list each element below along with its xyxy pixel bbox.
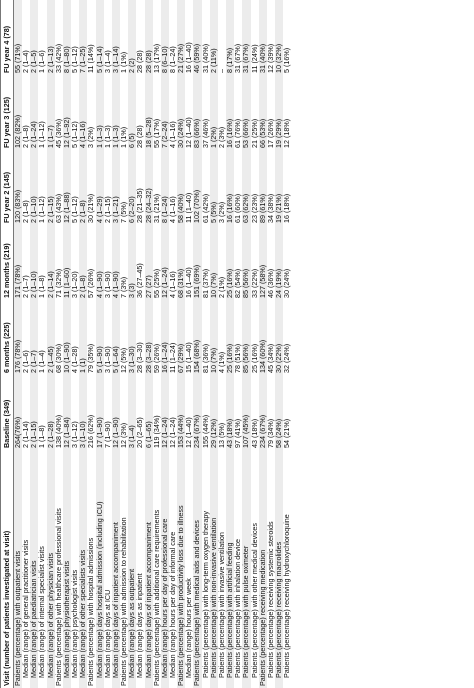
table-cell: 19 (29%) bbox=[275, 75, 283, 150]
table-cell: 23 (23%) bbox=[249, 193, 259, 223]
table-cell: 27 (27) bbox=[145, 225, 153, 300]
table-cell: 4 (1%) bbox=[216, 351, 226, 373]
table-cell: 66 (53%) bbox=[259, 75, 267, 150]
table-cell: 31 (21%) bbox=[151, 193, 161, 223]
table-cell: 10 (1–90) bbox=[63, 300, 71, 375]
row-label: Median (range) days of inpatient accompaniment bbox=[145, 450, 153, 688]
table-cell: 2 (1–4) bbox=[21, 50, 31, 73]
table-cell: 29 (12%) bbox=[210, 375, 218, 450]
table-cell: 2 (1–8) bbox=[79, 150, 87, 225]
table-cell: 216 (62%) bbox=[86, 414, 96, 448]
table-cell: 12 (1–40) bbox=[184, 117, 194, 148]
table-cell: 1 (1–4) bbox=[37, 350, 47, 373]
table-cell: 57 (26%) bbox=[86, 268, 96, 298]
table-cell: 58 (24%) bbox=[275, 375, 283, 450]
row-label: Median (range) psychologist visits bbox=[70, 569, 80, 678]
table-cell: 2 (1–13) bbox=[47, 0, 55, 75]
table-cell: 2 (1%) bbox=[216, 276, 226, 298]
table-cell: 30 (24%) bbox=[177, 75, 185, 150]
table-cell: 4 (1–28) bbox=[70, 346, 80, 373]
table-cell: 3 (1–4) bbox=[102, 50, 112, 73]
table-cell: 30 (21%) bbox=[86, 193, 96, 223]
table-cell: 82 (54%) bbox=[233, 268, 243, 298]
table-cell: 12 (1–92) bbox=[63, 75, 71, 150]
header-column-4: FU year 2 (145) bbox=[1, 150, 14, 225]
table-cell: 2 (1–10) bbox=[30, 225, 38, 300]
table-cell: 61 (76%) bbox=[233, 118, 243, 148]
table-cell: 11 (1–40) bbox=[184, 192, 194, 223]
table-cell: 55 (71%) bbox=[14, 0, 23, 75]
row-label: Patients (percentage) with non-invasive ventilation bbox=[210, 450, 218, 688]
table-cell: 2 (1–8) bbox=[79, 225, 87, 300]
row-label: Patients (percentage) with artificial feeding bbox=[226, 450, 234, 688]
table-cell: 67 (29%) bbox=[177, 300, 185, 375]
row-label: Patients (percentage) receiving systemic steroids bbox=[265, 521, 275, 678]
table-cell: 55 (25%) bbox=[151, 268, 161, 298]
row-label: Patients (percentage) with productivity loss due to illness bbox=[177, 450, 185, 688]
table-cell: 234 (67%) bbox=[193, 375, 201, 450]
table-cell: 12 (3%) bbox=[119, 422, 129, 448]
table-cell: 17 (26%) bbox=[265, 118, 275, 148]
table-cell: 2 (1–14) bbox=[21, 421, 31, 448]
header-column-1: Baseline (349) bbox=[1, 375, 14, 450]
table-cell: 81 (36%) bbox=[200, 343, 210, 373]
table-cell: 2 (1–24) bbox=[30, 75, 38, 150]
table-cell: 120 (83%) bbox=[14, 150, 23, 225]
table-cell: 1 (1–12) bbox=[37, 196, 47, 223]
table-cell: 102 (70%) bbox=[193, 150, 201, 225]
table-cell: 43 (18%) bbox=[249, 418, 259, 448]
table-cell: 28 (3–28) bbox=[145, 300, 153, 375]
table-cell: 63 (62%) bbox=[242, 150, 250, 225]
table-cell: 7 (3%) bbox=[119, 276, 129, 298]
table-cell: 11 (1–60) bbox=[63, 225, 71, 300]
table-cell: 97 (41%) bbox=[233, 418, 243, 448]
table-cell: 31 (67%) bbox=[242, 0, 250, 75]
row-label: Patients (percentage) with medical aids and devices bbox=[193, 450, 201, 688]
table-cell: 8 (1–24) bbox=[167, 46, 177, 73]
table-cell: 2 (1–28) bbox=[47, 375, 55, 450]
row-label: Patients (percentage) receiving medication bbox=[259, 450, 267, 688]
table-cell: 1 (2%) bbox=[210, 75, 218, 150]
table-cell: 3 (1–90) bbox=[102, 346, 112, 373]
table-cell: 12 (1–24) bbox=[167, 417, 177, 448]
table-cell: 2 (1–15) bbox=[102, 196, 112, 223]
table-cell: 36 (27–45) bbox=[135, 263, 145, 298]
table-cell: 7 (1–25) bbox=[79, 0, 87, 75]
table-cell: 1 (1–6) bbox=[37, 50, 47, 73]
table-cell: 102 (82%) bbox=[14, 75, 23, 150]
table-cell: 16 (1–40) bbox=[184, 267, 194, 298]
table-cell: 1 (1–12) bbox=[37, 121, 47, 148]
table-cell: 12 (1–24) bbox=[161, 225, 169, 300]
table-cell: 25 (16%) bbox=[249, 343, 259, 373]
table-row bbox=[283, 0, 291, 688]
row-label: Patients (percentage) with long-term oxygen therapy bbox=[200, 511, 210, 678]
table-cell: 3 (1–20) bbox=[70, 271, 80, 298]
row-label: Median (range) hours per day of professional care bbox=[161, 450, 169, 688]
table-cell: 151 (69%) bbox=[193, 225, 201, 300]
table-cell: 2 (1–6) bbox=[21, 350, 31, 373]
table-cell: 234 (67%) bbox=[259, 375, 267, 450]
table-cell: 8 (17%) bbox=[226, 0, 234, 75]
table-cell: 12 (1–40) bbox=[184, 417, 194, 448]
table-cell: 4 (1–16) bbox=[167, 271, 177, 298]
row-label: Patients (percentage) with invasive ventilation bbox=[216, 532, 226, 678]
row-label: Patients (percentage) with healthcare professional visits bbox=[53, 508, 63, 686]
table-cell: 79 (34%) bbox=[265, 418, 275, 448]
table-cell: 1 (1%) bbox=[119, 51, 129, 73]
table-cell: 28 (24–32) bbox=[145, 150, 153, 225]
table-cell: 13 (5%) bbox=[216, 422, 226, 448]
row-label: Median (range) hours per week bbox=[184, 578, 194, 678]
table-cell: 37 (46%) bbox=[200, 118, 210, 148]
table-cell: 20 (2–65) bbox=[135, 417, 145, 448]
table-cell: 16 (16%) bbox=[226, 75, 234, 150]
table-cell: 43 (18%) bbox=[226, 375, 234, 450]
row-label: Median (range) of other physician visits bbox=[47, 450, 55, 688]
table-cell: 5 (16%) bbox=[282, 47, 292, 73]
table-cell: 3 (1–10) bbox=[79, 375, 87, 450]
table-cell: 154 (68%) bbox=[193, 300, 201, 375]
table-cell: 7 (2–24) bbox=[161, 75, 169, 150]
table-cell: 16 (1–40) bbox=[184, 42, 194, 73]
table-cell: 31 (40%) bbox=[200, 43, 210, 73]
table-cell: 1 (1–8) bbox=[37, 425, 47, 448]
table-cell: 11 (14%) bbox=[86, 44, 96, 73]
table-cell: 5 (1–12) bbox=[70, 46, 80, 73]
table-cell: 8 (1–24) bbox=[161, 150, 169, 225]
table-cell: 2 (1–5) bbox=[30, 0, 38, 75]
table-cell: 3 (2%) bbox=[216, 201, 226, 223]
table-cell: 6 (1–65) bbox=[145, 375, 153, 450]
table-cell: 79 (35%) bbox=[86, 343, 96, 373]
table-cell: 11 (24%) bbox=[249, 44, 259, 73]
table-cell: 3 (1–21) bbox=[112, 150, 120, 225]
table-cell: 2 (1–15) bbox=[47, 150, 55, 225]
table-cell: 10 (32%) bbox=[275, 0, 283, 75]
table-cell: 45 (36%) bbox=[53, 118, 63, 148]
table-cell: 4 (1–29) bbox=[96, 150, 104, 225]
table-cell: 28 (28) bbox=[135, 125, 145, 148]
table-cell: 5 (1–12) bbox=[70, 121, 80, 148]
header-column-6: FU year 4 (78) bbox=[1, 0, 14, 75]
table-cell: 171 (78%) bbox=[14, 225, 23, 300]
table-cell: 5 (1–12) bbox=[70, 196, 80, 223]
table-cell: 33 (42%) bbox=[53, 43, 63, 73]
table-cell: 5 (5%) bbox=[210, 150, 218, 225]
table-cell: 55 (17%) bbox=[151, 118, 161, 148]
row-label: Patients (percentage) with admission to rehabilitation bbox=[119, 517, 129, 686]
row-label: Patients (percentage) with inhalation device bbox=[233, 538, 243, 678]
table-cell: 71 (32%) bbox=[53, 268, 63, 298]
table-cell: 5 (1–90) bbox=[96, 300, 104, 375]
row-label: Median (range) days as outpatient bbox=[128, 450, 136, 688]
table-cell: 127 (58%) bbox=[259, 225, 267, 300]
table-cell: 18 (5–28) bbox=[145, 75, 153, 150]
table-cell: 107 (45%) bbox=[242, 375, 250, 450]
table-cell: 1 (1–8) bbox=[37, 275, 47, 298]
table-cell: 12 (1–90) bbox=[112, 375, 120, 450]
table-cell: 138 (40%) bbox=[53, 414, 63, 448]
table-cell: 10 (7%) bbox=[210, 300, 218, 375]
table-cell: 31 (67%) bbox=[233, 43, 243, 73]
row-label: Median (range) of paediatrician visits bbox=[30, 450, 38, 688]
table-header-row bbox=[1, 0, 14, 688]
table-cell: 6 (5) bbox=[128, 75, 136, 150]
row-label: Patients (percentage) receiving macrolides bbox=[275, 450, 283, 688]
table-cell: 11 (1–24) bbox=[167, 342, 177, 373]
table-cell: 2 (1–15) bbox=[30, 375, 38, 450]
table-cell: 1 (1–3) bbox=[102, 125, 112, 148]
row-label: Patients (percentage) with additional care requirements bbox=[151, 509, 161, 686]
table-cell: 24 (19%) bbox=[275, 225, 283, 300]
header-column-5: FU year 3 (125) bbox=[1, 75, 14, 150]
table-cell: 1 (1–3) bbox=[96, 75, 104, 150]
table-cell: 34 (38%) bbox=[265, 193, 275, 223]
table-cell: 12 (1–88) bbox=[63, 150, 71, 225]
table-cell: 25 (16%) bbox=[226, 225, 234, 300]
table-cell: 2 (1–45) bbox=[47, 300, 55, 375]
table-cell: 61 (60%) bbox=[233, 193, 243, 223]
table-cell: 45 (34%) bbox=[265, 343, 275, 373]
row-label: Patients (percentage) with outpatient visits bbox=[14, 450, 23, 688]
row-label: Patients (percentage) receiving hydroxychloroquine bbox=[282, 514, 292, 678]
table-cell: 13 (17%) bbox=[151, 43, 161, 73]
row-label: Patients (percentage) with pulse oximeter bbox=[242, 450, 250, 688]
table-cell: 4 (1–90) bbox=[96, 225, 104, 300]
header-visit-column: Visit (number of patients investigated at visit) bbox=[1, 450, 14, 688]
table-cell: 12 (18%) bbox=[282, 118, 292, 148]
row-label: Median (range) physiotherapist visits bbox=[63, 450, 71, 688]
table-cell: 12 (1–24) bbox=[161, 375, 169, 450]
row-label: Median (range) hours per day of informal care bbox=[167, 531, 177, 678]
row-label: Median (range) of general practitioner visits bbox=[21, 539, 31, 678]
table-cell: 7 (5%) bbox=[119, 201, 129, 223]
table-cell: 59 (26%) bbox=[151, 343, 161, 373]
table-cell: 19 (21%) bbox=[275, 150, 283, 225]
table-cell: 46 (59%) bbox=[193, 0, 201, 75]
table-cell: 21 (25%) bbox=[249, 118, 259, 148]
table-cell: 2 (11%) bbox=[210, 0, 218, 75]
table-cell: 4 (1–16) bbox=[79, 75, 87, 150]
table-cell: 4 (1–16) bbox=[167, 196, 177, 223]
table-cell: 3 (1–90) bbox=[102, 271, 112, 298]
table-cell: 46 (36%) bbox=[265, 268, 275, 298]
table-cell: 16 (1–24) bbox=[161, 300, 169, 375]
table-cell: 54 (21%) bbox=[282, 418, 292, 448]
table-cell: 2 (3%) bbox=[216, 126, 226, 148]
table-cell: 30 (22%) bbox=[275, 300, 283, 375]
table-cell: 3 (1–30) bbox=[128, 300, 136, 375]
table-cell: 2 (2) bbox=[128, 0, 136, 75]
table-cell: 12 (5%) bbox=[119, 347, 129, 373]
table-cell: 2 (1–10) bbox=[30, 150, 38, 225]
table-cell: 25 (16%) bbox=[226, 300, 234, 375]
table-cell: 78 (51%) bbox=[233, 343, 243, 373]
table-cell: 8 (6–10) bbox=[161, 0, 169, 75]
table-cell: 7 (1–90) bbox=[102, 421, 112, 448]
table-cell: 155 (44%) bbox=[200, 414, 210, 448]
row-label: Median (range) days at ICU bbox=[102, 589, 112, 678]
table-cell: 3 (3) bbox=[128, 225, 136, 300]
table-row bbox=[96, 0, 104, 688]
table-cell: 1 (1) bbox=[79, 300, 87, 375]
row-label: Patients (percentage) with hospital admissions bbox=[86, 537, 96, 686]
table-cell: 32 (24%) bbox=[282, 343, 292, 373]
table-cell: 5 (1–14) bbox=[96, 0, 104, 75]
table-cell: 17 (1–90) bbox=[96, 375, 104, 450]
row-label: Patients (percentage) with other medical devices bbox=[249, 522, 259, 678]
table-cell: 81 (37%) bbox=[200, 268, 210, 298]
header-column-2: 6 months (225) bbox=[1, 300, 14, 375]
table-cell: 134 (60%) bbox=[259, 300, 267, 375]
table-cell: 68 (30%) bbox=[53, 343, 63, 373]
table-cell: 8 (1–80) bbox=[63, 0, 71, 75]
table-cell: 6 (2–20) bbox=[128, 150, 136, 225]
table-cell: 28 (21–35) bbox=[135, 188, 145, 223]
table-cell: 119 (34%) bbox=[151, 415, 161, 448]
table-cell: 15 (1–40) bbox=[184, 342, 194, 373]
table-cell: 10 (7%) bbox=[210, 225, 218, 300]
table-cell: 16 (18%) bbox=[282, 193, 292, 223]
table-cell: 12 (39%) bbox=[265, 43, 275, 73]
table-cell: 3 (1–4) bbox=[128, 375, 136, 450]
table-cell: 89 (61%) bbox=[259, 150, 267, 225]
table-cell: 21 (27%) bbox=[177, 0, 185, 75]
header-column-3: 12 months (219) bbox=[1, 225, 14, 300]
table-cell: 2 (1–8) bbox=[21, 125, 31, 148]
table-cell: 33 (22%) bbox=[249, 268, 259, 298]
table-cell: 30 (24%) bbox=[282, 268, 292, 298]
table-cell: 1 (1–3) bbox=[112, 75, 120, 150]
table-cell: 3 (2%) bbox=[86, 126, 96, 148]
table-cell: 5 (1–64) bbox=[112, 300, 120, 375]
table-cell: 85 (56%) bbox=[242, 300, 250, 375]
table-cell: 12 (1–84) bbox=[63, 375, 71, 450]
table-cell: 1 (1–7) bbox=[47, 75, 55, 150]
table-cell: 83 (66%) bbox=[193, 75, 201, 150]
table-cell: 61 (42%) bbox=[200, 193, 210, 223]
row-label: Median (range) days of inpatient accompaniment bbox=[112, 450, 120, 688]
table-cell: 4 (1–90) bbox=[112, 225, 120, 300]
table-cell: 28 (3–30) bbox=[135, 342, 145, 373]
table-cell: 153 (44%) bbox=[177, 375, 185, 450]
table-cell: 2 (1–7) bbox=[30, 300, 38, 375]
row-label: Median (range) of internal specialist visits bbox=[37, 546, 47, 678]
table-cell: 176 (78%) bbox=[14, 300, 23, 375]
row-label: Median (range) days hospital admission (including ICU) bbox=[96, 450, 104, 688]
row-label: Median (range) of other specialists visits bbox=[79, 450, 87, 688]
table-cell: 85 (56%) bbox=[242, 225, 250, 300]
table-cell: 68 (31%) bbox=[177, 225, 185, 300]
row-label: Median (range) days as inpatient bbox=[135, 573, 145, 678]
table-cell: 63 (43%) bbox=[53, 193, 63, 223]
table-cell: 31 (40%) bbox=[259, 0, 267, 75]
table-cell: 4 (1–16) bbox=[167, 121, 177, 148]
table-cell: 28 (28) bbox=[135, 50, 145, 73]
table-cell: 3 (1–12) bbox=[70, 421, 80, 448]
table-cell: 264(76%) bbox=[14, 375, 23, 450]
table-cell: 2 (1–8) bbox=[21, 200, 31, 223]
table-cell: 53 (66%) bbox=[242, 75, 250, 150]
table-cell: 1 (1%) bbox=[119, 126, 129, 148]
table-cell: 16 (16%) bbox=[226, 150, 234, 225]
table-cell: 2 (1–7) bbox=[21, 275, 31, 298]
table-cell: 3 (1–14) bbox=[112, 0, 120, 75]
table-body bbox=[14, 0, 292, 688]
table-cell: 2 (1–14) bbox=[47, 225, 55, 300]
table-cell: 28 (28) bbox=[145, 0, 153, 75]
table-cell: – bbox=[216, 69, 226, 73]
table-cell: 58 (40%) bbox=[177, 150, 185, 225]
